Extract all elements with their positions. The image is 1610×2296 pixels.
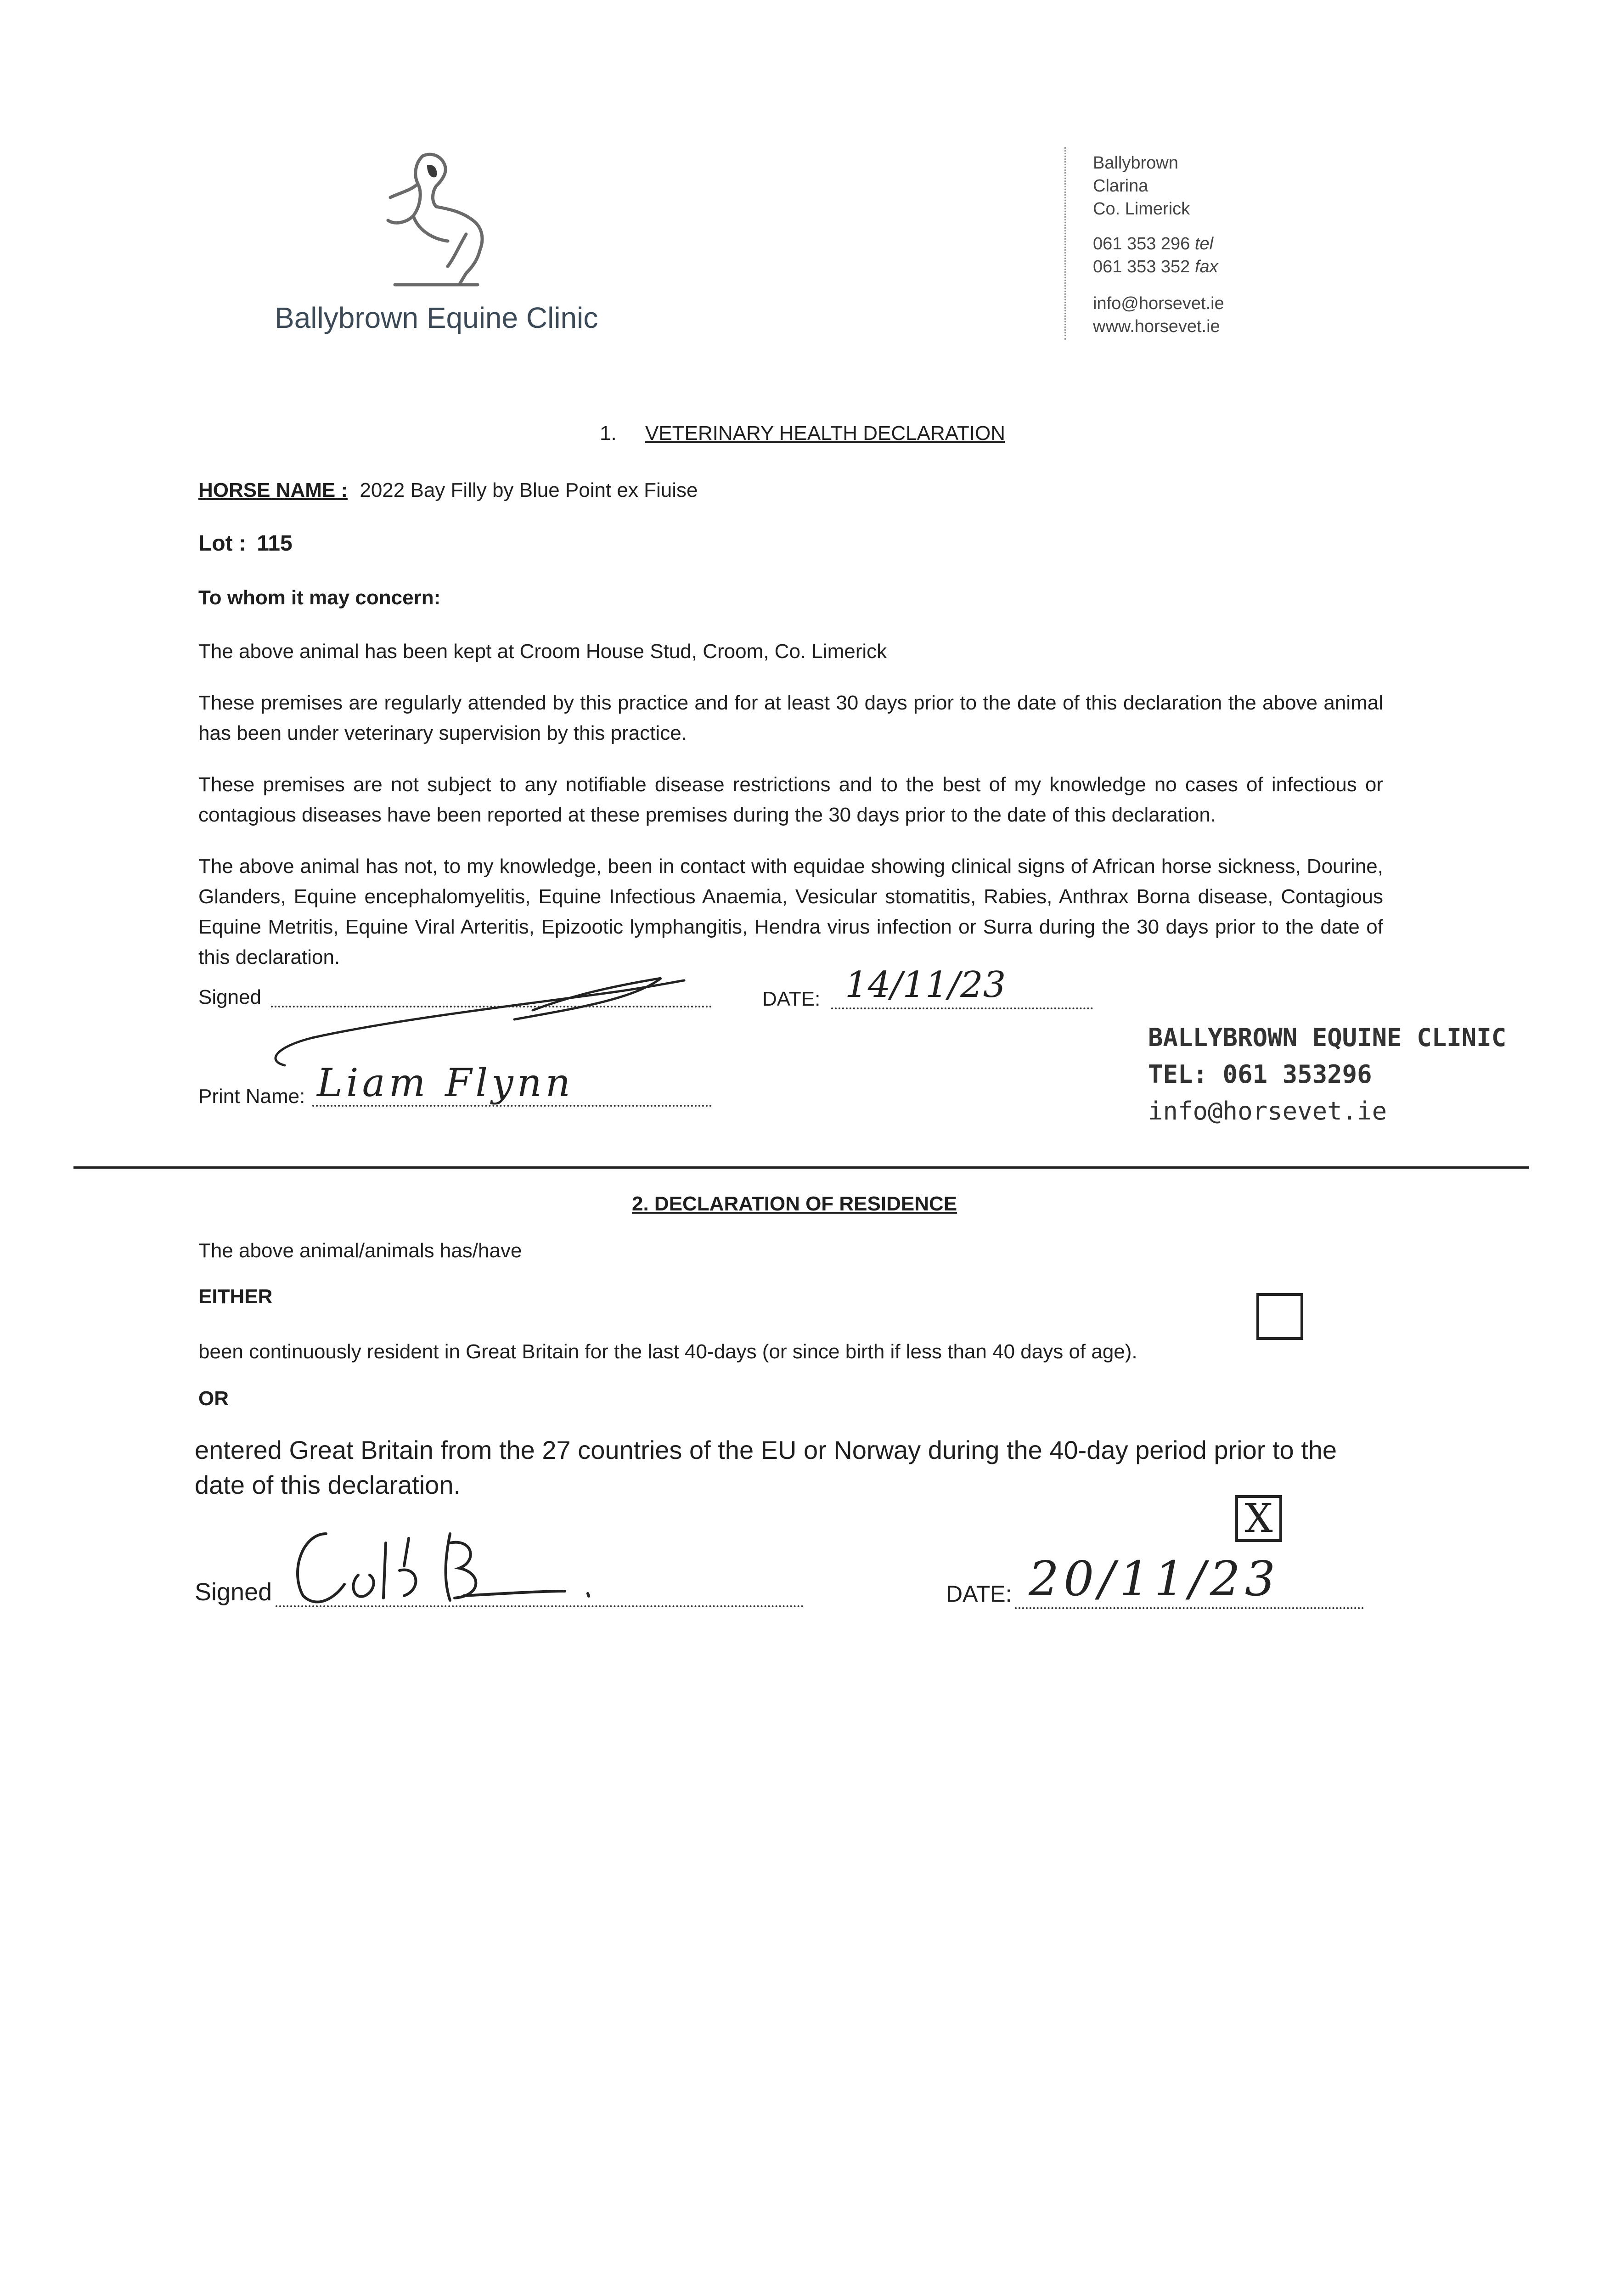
date-line-2[interactable] bbox=[1015, 1607, 1364, 1609]
tel-line bbox=[1093, 232, 1213, 255]
fax-line bbox=[1093, 255, 1218, 278]
checkbox-option-1[interactable] bbox=[1256, 1293, 1303, 1340]
section1-title: VETERINARY HEALTH DECLARATION bbox=[645, 422, 1005, 445]
website-link[interactable]: www.horsevet.ie bbox=[1093, 317, 1220, 336]
section2-title: 2. DECLARATION OF RESIDENCE bbox=[632, 1193, 957, 1215]
address-line-2: Clarina bbox=[1093, 176, 1148, 196]
residence-intro: The above animal/animals has/have bbox=[198, 1239, 522, 1262]
paragraph-no-contact: The above animal has not, to my knowledge, been in contact with equidae showing clinical signs of African horse sickness, Dourine, Glanders, Equine encephalomyelitis, Equine Infectious Anaemia, Vesicular stomatitis, Rabies, Anthrax Borna disease, Contagious Equine Metritis, Equine Viral Arteritis, Epizootic lymphangitis, Hendra virus infection or Surra during the 30 days prior to the date of this declaration. bbox=[198, 855, 1383, 968]
tel-number: 061 353 296 bbox=[1093, 234, 1190, 253]
horse-name-label: HORSE NAME : bbox=[198, 479, 348, 501]
section1-number: 1. bbox=[600, 422, 617, 445]
stamp-line-1: BALLYBROWN EQUINE CLINIC bbox=[1148, 1023, 1507, 1052]
address-line-3: Co. Limerick bbox=[1093, 199, 1190, 219]
checkbox-2-mark: X bbox=[1244, 1496, 1273, 1542]
signed-label-1: Signed bbox=[198, 986, 262, 1008]
email-link[interactable]: info@horsevet.ie bbox=[1093, 294, 1224, 313]
fax-number: 061 353 352 bbox=[1093, 257, 1190, 276]
horse-name-row bbox=[198, 476, 698, 505]
header-divider bbox=[1064, 147, 1066, 340]
date-value-1: 14/11/23 bbox=[845, 964, 1006, 1006]
section1-heading bbox=[600, 419, 1005, 448]
signature-1 bbox=[257, 955, 716, 1075]
tel-suffix: tel bbox=[1194, 234, 1214, 253]
lot-row bbox=[198, 529, 293, 558]
signature-2 bbox=[266, 1515, 615, 1616]
paragraph-supervision: These premises are regularly attended by this practice and for at least 30 days prior to the date of this declaration the above animal has been under veterinary supervision by this practice. bbox=[198, 692, 1383, 744]
clinic-stamp bbox=[1148, 1019, 1525, 1130]
stamp-line-2: TEL: 061 353296 bbox=[1148, 1060, 1372, 1089]
lot-label: Lot : bbox=[198, 531, 246, 556]
either-label: EITHER bbox=[198, 1285, 273, 1308]
signed-label-2: Signed bbox=[195, 1578, 272, 1606]
paragraph-no-restrictions: These premises are not subject to any notifiable disease restrictions and to the best of my knowledge no cases of infectious or contagious diseases have been reported at these premises during the 30 days prior to the date of this declaration. bbox=[198, 773, 1383, 826]
checkbox-option-2[interactable] bbox=[1235, 1495, 1282, 1542]
fax-suffix: fax bbox=[1194, 257, 1218, 276]
date-line-1[interactable] bbox=[831, 1007, 1093, 1009]
address-line-1: Ballybrown bbox=[1093, 153, 1178, 173]
stamp-line-3: info@horsevet.ie bbox=[1148, 1097, 1387, 1125]
date-label-2: DATE: bbox=[946, 1581, 1012, 1607]
print-name-value: Liam Flynn bbox=[317, 1060, 574, 1105]
option-2-text: entered Great Britain from the 27 countries of the EU or Norway during the 40-day period prior to the date of this declaration. bbox=[195, 1435, 1337, 1499]
date-label-1: DATE: bbox=[762, 988, 821, 1010]
salutation: To whom it may concern: bbox=[198, 586, 441, 609]
clinic-name: Ballybrown Equine Clinic bbox=[275, 301, 598, 334]
horse-name-value: 2022 Bay Filly by Blue Point ex Fiuise bbox=[360, 479, 698, 501]
paragraph-kept-at: The above animal has been kept at Croom House Stud, Croom, Co. Limerick bbox=[198, 640, 887, 663]
lot-value: 115 bbox=[257, 531, 293, 556]
print-name-label: Print Name: bbox=[198, 1085, 305, 1108]
or-label: OR bbox=[198, 1387, 229, 1410]
option-1-text: been continuously resident in Great Britain for the last 40-days (or since birth if less than 40 days of age). bbox=[198, 1340, 1137, 1363]
date-value-2: 20/11/23 bbox=[1029, 1551, 1280, 1607]
section-divider bbox=[73, 1166, 1529, 1169]
horse-logo-icon bbox=[367, 147, 496, 294]
